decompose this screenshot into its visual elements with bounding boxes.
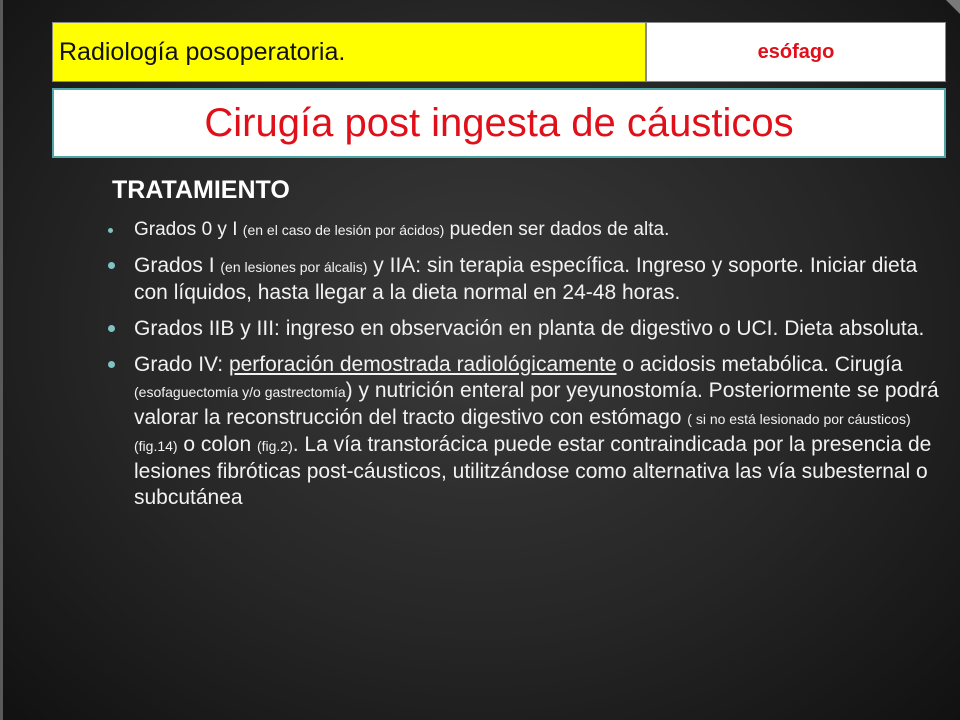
bullet-note: (fig.2) (256, 438, 293, 454)
bullet-icon (108, 325, 115, 332)
bullet-text: ) y nutrición enteral por yeyunostomía. Posteriormente se podrá valorar la reconstrucción del tracto digestivo con estómago (134, 379, 939, 429)
section-heading: TRATAMIENTO (112, 176, 290, 204)
slide-title-box (52, 88, 946, 158)
bullet-note: (en el caso de lesión por ácidos) (242, 222, 445, 238)
bullet-text: y IIA: sin terapia específica. Ingreso y soporte. Iniciar dieta con líquidos, hasta llegar a la dieta normal en 24-48 horas. (134, 254, 918, 304)
section-header-text: Radiología posoperatoria. (59, 37, 346, 66)
bullet-icon (108, 228, 113, 233)
bullet-text: pueden ser dados de alta. (444, 219, 670, 240)
topic-header (646, 22, 946, 82)
corner-accent (946, 0, 960, 14)
bullet-icon (108, 262, 115, 269)
underlined-text: perforación demostrada radiológicamente (228, 353, 617, 376)
bullet-text: Grados 0 y I (134, 219, 243, 240)
bullet-text: . La vía transtorácica puede estar contraindicada por la presencia de lesiones fibróticas post-cáusticos, utilitzándose como alternativa las vía subesternal o subcutánea (134, 433, 932, 509)
section-header (52, 22, 646, 82)
bullet-note: (esofaguectomía y/o gastrectomía (134, 384, 346, 400)
bullet-item (112, 217, 942, 243)
content-area (112, 173, 942, 521)
bullet-text: Grados IIB y III: ingreso en observación en planta de digestivo o UCI. Dieta absoluta. (134, 317, 925, 340)
bullet-note: ( si no está lesionado por cáusticos) (fig.14) (134, 411, 911, 454)
frame-line (0, 0, 3, 720)
bullet-text: o acidosis metabólica. Cirugía (616, 353, 903, 376)
bullet-text: Grado IV: (134, 353, 229, 376)
bullet-item (112, 316, 942, 342)
bullet-text: o colon (177, 433, 257, 456)
slide-title: Cirugía post ingesta de cáusticos (204, 100, 794, 145)
bullet-text: Grados I (134, 254, 221, 277)
bullet-list (112, 217, 942, 511)
bullet-item (112, 253, 942, 306)
bullet-item (112, 352, 942, 511)
topic-header-text: esófago (757, 41, 835, 63)
bullet-icon (108, 361, 115, 368)
bullet-note: (en lesiones por álcalis) (220, 259, 368, 275)
